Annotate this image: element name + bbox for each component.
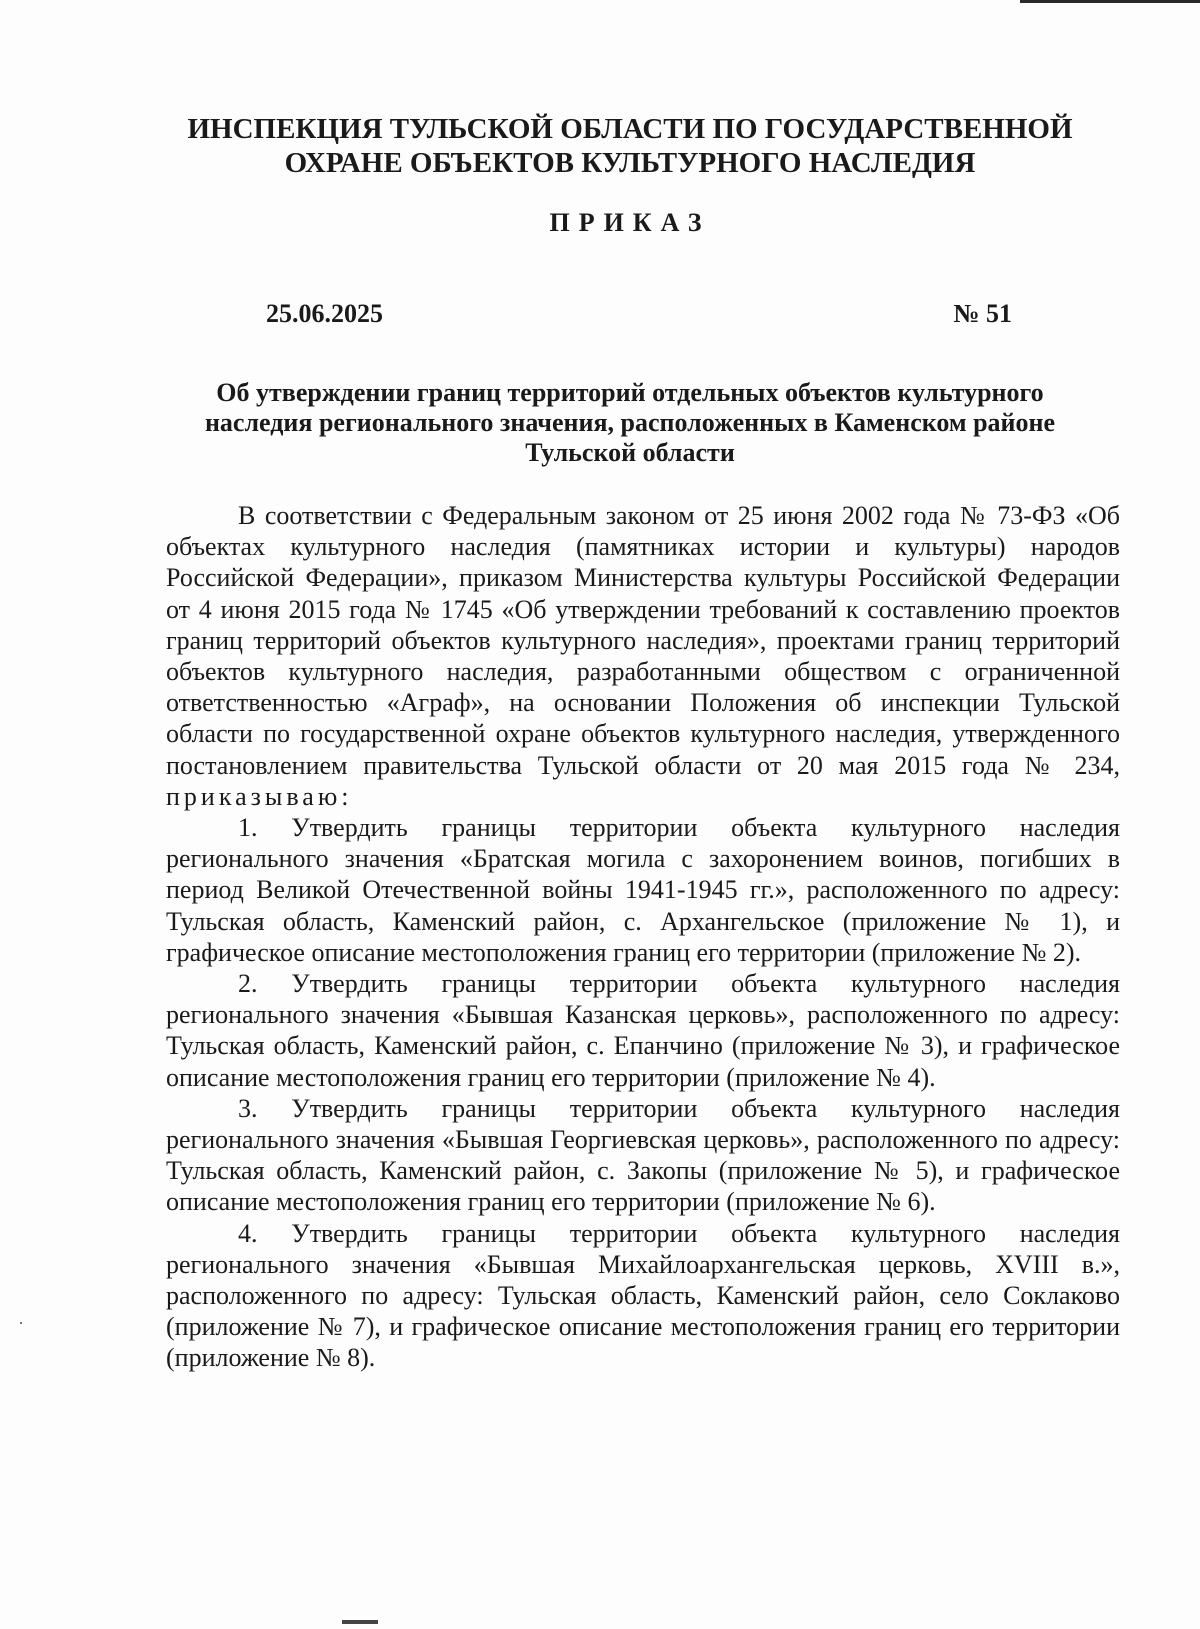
scan-speck [20,1322,22,1324]
subject-line3: Тульской области [525,438,735,467]
bottom-edge-mark [342,1620,378,1624]
order-word: приказываю: [166,781,353,811]
document-type: ПРИКАЗ [549,208,711,237]
order-item-1: 1. Утвердить границы территории объекта культурного наследия регионального значения «Братская могила с захоронением воинов, погибших в период Великой Отечественной войны 1941-1945 гг.», расположенного по адресу: Тульская область, Каменский район, с. Архангельское (приложение № 1), и графическое описание местоположения границ его территории (приложение № 2). [166,813,1120,967]
page-edge-mark [1020,0,1200,3]
preamble-text: В соответствии с Федеральным законом от 25 июня 2002 года № 73-ФЗ «Об объектах культурного наследия (памятниках истории и культуры) народов Российской Федерации», приказом Министерства культуры Российской Федерации от 4 июня 2015 года № 1745 «Об утверждении требований к составлению проектов границ территорий объектов культурного наследия», проектами границ территорий объектов культурного наследия, разработанными обществом с ограниченной ответственностью «Аграф», на основании Положения об инспекции Тульской области по государственной охране объектов культурного наследия, утвержденного постановлением правительства Тульской области от 20 мая 2015 года № 234, [166,501,1120,780]
subject-line1: Об утверждении границ территорий отдельных объектов культурного [216,378,1044,407]
order-item-2: 2. Утвердить границы территории объекта культурного наследия регионального значения «Бывшая Казанская церковь», расположенного по адресу: Тульская область, Каменский район, с. Епанчино (приложение № 3), и графическое описание местоположения границ его территории (приложение № 4). [166,969,1120,1092]
document-number: № 51 [953,299,1012,328]
document-body [166,500,1120,1374]
document-subject [170,378,1090,468]
order-item-3: 3. Утвердить границы территории объекта культурного наследия регионального значения «Бывшая Георгиевская церковь», расположенного по адресу: Тульская область, Каменский район, с. Закопы (приложение № 5), и графическое описание местоположения границ его территории (приложение № 6). [166,1093,1120,1217]
org-title-line2: ОХРАНЕ ОБЪЕКТОВ КУЛЬТУРНОГО НАСЛЕДИЯ [284,147,976,179]
preamble-paragraph [166,500,1120,812]
subject-line2: наследия регионального значения, расположенных в Каменском районе [204,408,1056,437]
order-item-4: 4. Утвердить границы территории объекта культурного наследия регионального значения «Бывшая Михайлоархангельская церковь, XVIII в.», расположенного по адресу: Тульская область, Каменский район, село Соклаково (приложение № 7), и графическое описание местоположения границ его территории (приложение № 8). [166,1218,1120,1373]
org-title-line1: ИНСПЕКЦИЯ ТУЛЬСКОЙ ОБЛАСТИ ПО ГОСУДАРСТВЕННОЙ [187,113,1073,145]
document-date: 25.06.2025 [266,299,383,328]
organization-title [160,112,1100,180]
